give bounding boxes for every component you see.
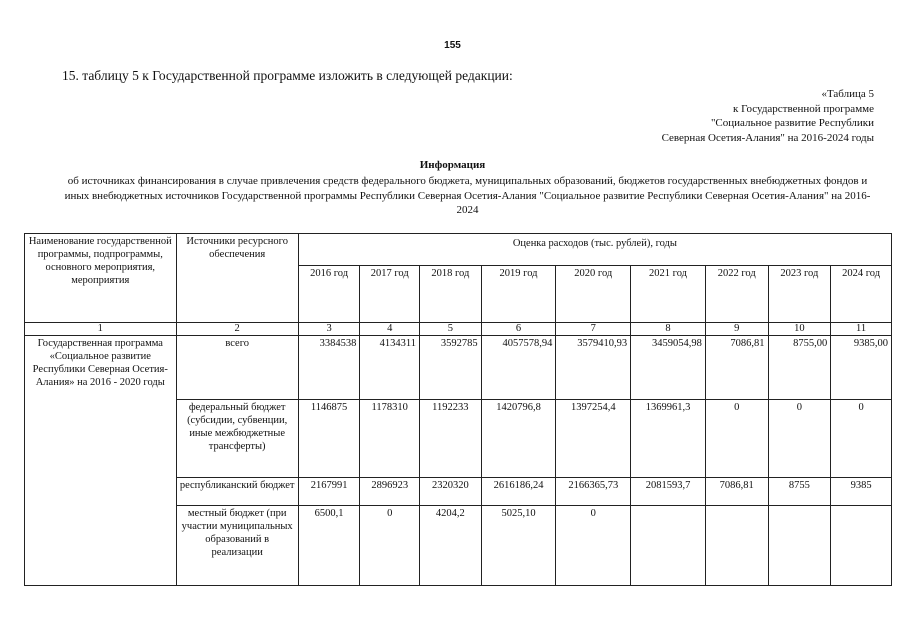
column-number-row [25, 323, 892, 336]
value-cell: 2320320 [420, 478, 482, 506]
caption-line: к Государственной программе [733, 102, 874, 115]
value-cell: 8755 [768, 478, 831, 506]
source-cell: местный бюджет (при участии муниципальных образований в реализации [176, 506, 298, 586]
value-cell: 1420796,8 [481, 400, 556, 478]
value-cell: 4204,2 [420, 506, 482, 586]
value-cell: 2167991 [298, 478, 360, 506]
table-caption [662, 87, 874, 145]
page-number: 155 [444, 40, 461, 51]
column-number: 3 [298, 323, 360, 336]
value-cell: 3579410,93 [556, 336, 631, 400]
value-cell: 1146875 [298, 400, 360, 478]
caption-line: «Таблица 5 [821, 88, 874, 100]
program-name-cell: Государственная программа «Социальное развитие Республики Северная Осетия-Алания» на 2016 - 2020 годы [25, 336, 177, 586]
value-cell [768, 506, 831, 586]
value-cell [831, 506, 892, 586]
value-cell: 3592785 [420, 336, 482, 400]
value-cell: 0 [556, 506, 631, 586]
year-header: 2024 год [831, 266, 892, 323]
source-cell: федеральный бюджет (субсидии, субвенции, иные межбюджетные трансферты) [176, 400, 298, 478]
intro-paragraph: 15. таблицу 5 к Государственной программе изложить в следующей редакции: [62, 68, 513, 83]
value-cell: 9385 [831, 478, 892, 506]
table-row [25, 336, 892, 400]
year-header: 2022 год [705, 266, 768, 323]
financing-table [24, 233, 892, 586]
year-header: 2016 год [298, 266, 360, 323]
value-cell: 0 [705, 400, 768, 478]
year-header: 2021 год [631, 266, 706, 323]
value-cell [705, 506, 768, 586]
column-number: 1 [25, 323, 177, 336]
value-cell: 5025,10 [481, 506, 556, 586]
info-subtitle: об источниках финансирования в случае привлечения средств федерального бюджета, муниципальных образований, бюджетов государственных внебюджетных фондов и иных внебюджетных источников Государственной программы Республики Северная Осетия-Алания "Социальное развитие Республики Северная Осетия-Алания" на 2016-2024 [64, 175, 871, 216]
year-header: 2019 год [481, 266, 556, 323]
value-cell: 6500,1 [298, 506, 360, 586]
source-cell: республиканский бюджет [176, 478, 298, 506]
value-cell: 4057578,94 [481, 336, 556, 400]
value-cell: 3384538 [298, 336, 360, 400]
value-cell: 7086,81 [705, 478, 768, 506]
column-number: 8 [631, 323, 706, 336]
value-cell: 0 [360, 506, 420, 586]
value-cell [631, 506, 706, 586]
column-number: 2 [176, 323, 298, 336]
value-cell: 7086,81 [705, 336, 768, 400]
value-cell: 8755,00 [768, 336, 831, 400]
value-cell: 2616186,24 [481, 478, 556, 506]
header-row [25, 234, 892, 266]
value-cell: 9385,00 [831, 336, 892, 400]
year-header: 2020 год [556, 266, 631, 323]
year-header: 2023 год [768, 266, 831, 323]
column-number: 9 [705, 323, 768, 336]
header-source-cell: Источники ресурсного обеспечения [176, 234, 298, 323]
value-cell: 2166365,73 [556, 478, 631, 506]
column-number: 6 [481, 323, 556, 336]
column-number: 11 [831, 323, 892, 336]
column-number: 4 [360, 323, 420, 336]
header-estimate-cell: Оценка расходов (тыс. рублей), годы [298, 234, 891, 266]
column-number: 5 [420, 323, 482, 336]
header-name-cell: Наименование государственной программы, подпрограммы, основного мероприятия, мероприятия [25, 234, 177, 323]
value-cell: 1178310 [360, 400, 420, 478]
caption-line: Северная Осетия-Алания" на 2016-2024 годы [661, 131, 874, 144]
value-cell: 1397254,4 [556, 400, 631, 478]
financing-table-wrapper [24, 233, 892, 593]
value-cell: 1192233 [420, 400, 482, 478]
column-number: 10 [768, 323, 831, 336]
year-header: 2017 год [360, 266, 420, 323]
value-cell: 0 [768, 400, 831, 478]
value-cell: 3459054,98 [631, 336, 706, 400]
caption-line: "Социальное развитие Республики [710, 117, 874, 129]
year-header: 2018 год [420, 266, 482, 323]
value-cell: 0 [831, 400, 892, 478]
source-cell: всего [176, 336, 298, 400]
value-cell: 2896923 [360, 478, 420, 506]
value-cell: 1369961,3 [631, 400, 706, 478]
value-cell: 4134311 [360, 336, 420, 400]
column-number: 7 [556, 323, 631, 336]
value-cell: 2081593,7 [631, 478, 706, 506]
info-title: Информация [419, 159, 486, 171]
